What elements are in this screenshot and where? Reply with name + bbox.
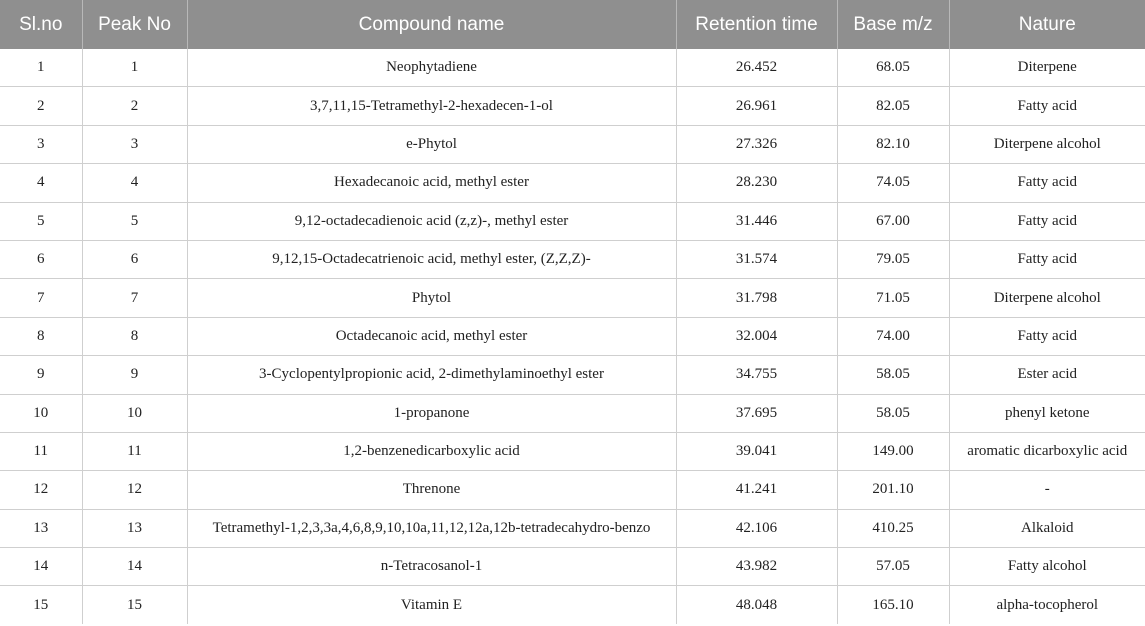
table-row — [0, 202, 1145, 240]
cell-base-mz: 410.25 — [837, 509, 949, 547]
cell-nature: Diterpene alcohol — [949, 279, 1145, 317]
table-row — [0, 87, 1145, 125]
cell-nature: Fatty acid — [949, 202, 1145, 240]
cell-nature: Alkaloid — [949, 509, 1145, 547]
cell-compound-name: 3,7,11,15-Tetramethyl-2-hexadecen-1-ol — [187, 87, 676, 125]
cell-retention-time: 32.004 — [676, 317, 837, 355]
cell-peak-no: 9 — [82, 356, 187, 394]
cell-slno: 9 — [0, 356, 82, 394]
cell-base-mz: 149.00 — [837, 432, 949, 470]
table-header — [0, 0, 1145, 49]
cell-slno: 8 — [0, 317, 82, 355]
cell-nature: Diterpene alcohol — [949, 125, 1145, 163]
table-row — [0, 548, 1145, 586]
cell-nature: - — [949, 471, 1145, 509]
cell-base-mz: 57.05 — [837, 548, 949, 586]
table-row — [0, 240, 1145, 278]
cell-slno: 1 — [0, 49, 82, 87]
cell-slno: 10 — [0, 394, 82, 432]
cell-compound-name: 1-propanone — [187, 394, 676, 432]
cell-peak-no: 6 — [82, 240, 187, 278]
cell-retention-time: 42.106 — [676, 509, 837, 547]
cell-peak-no: 2 — [82, 87, 187, 125]
cell-compound-name: e-Phytol — [187, 125, 676, 163]
header-retention-time: Retention time — [676, 0, 837, 49]
cell-nature: Fatty acid — [949, 240, 1145, 278]
table-row — [0, 317, 1145, 355]
cell-peak-no: 15 — [82, 586, 187, 624]
cell-retention-time: 27.326 — [676, 125, 837, 163]
cell-retention-time: 26.452 — [676, 49, 837, 87]
cell-compound-name: Neophytadiene — [187, 49, 676, 87]
cell-peak-no: 11 — [82, 432, 187, 470]
cell-slno: 13 — [0, 509, 82, 547]
header-base-mz: Base m/z — [837, 0, 949, 49]
cell-retention-time: 34.755 — [676, 356, 837, 394]
cell-compound-name: Tetramethyl-1,2,3,3a,4,6,8,9,10,10a,11,12,12a,12b-tetradecahydro-benzo — [187, 509, 676, 547]
cell-nature: Fatty acid — [949, 317, 1145, 355]
cell-compound-name: Octadecanoic acid, methyl ester — [187, 317, 676, 355]
cell-retention-time: 48.048 — [676, 586, 837, 624]
table-row — [0, 432, 1145, 470]
cell-retention-time: 26.961 — [676, 87, 837, 125]
table-body — [0, 49, 1145, 624]
cell-nature: Diterpene — [949, 49, 1145, 87]
cell-base-mz: 82.05 — [837, 87, 949, 125]
cell-slno: 2 — [0, 87, 82, 125]
cell-base-mz: 58.05 — [837, 356, 949, 394]
cell-nature: alpha-tocopherol — [996, 596, 1099, 613]
cell-peak-no: 14 — [82, 548, 187, 586]
cell-nature: Fatty alcohol — [949, 548, 1145, 586]
table-row — [0, 394, 1145, 432]
cell-base-mz: 58.05 — [837, 394, 949, 432]
cell-peak-no: 3 — [82, 125, 187, 163]
cell-nature: phenyl ketone — [949, 394, 1145, 432]
cell-compound-name: 9,12-octadecadienoic acid (z,z)-, methyl ester — [187, 202, 676, 240]
cell-compound-name: n-Tetracosanol-1 — [187, 548, 676, 586]
cell-retention-time: 41.241 — [676, 471, 837, 509]
cell-base-mz: 79.05 — [837, 240, 949, 278]
table-row — [0, 49, 1145, 87]
cell-retention-time: 31.446 — [676, 202, 837, 240]
header-slno: Sl.no — [0, 0, 82, 49]
cell-base-mz: 82.10 — [837, 125, 949, 163]
cell-base-mz: 74.00 — [837, 317, 949, 355]
cell-base-mz: 68.05 — [837, 49, 949, 87]
cell-nature: Fatty acid — [949, 87, 1145, 125]
cell-peak-no: 10 — [82, 394, 187, 432]
cell-peak-no: 12 — [82, 471, 187, 509]
cell-slno: 7 — [0, 279, 82, 317]
cell-slno: 11 — [0, 432, 82, 470]
cell-peak-no: 4 — [82, 164, 187, 202]
header-nature: Nature — [949, 0, 1145, 49]
cell-compound-name: Vitamin E — [187, 586, 676, 624]
cell-peak-no: 8 — [82, 317, 187, 355]
table-row — [0, 471, 1145, 509]
cell-retention-time: 37.695 — [676, 394, 837, 432]
cell-peak-no: 5 — [82, 202, 187, 240]
cell-base-mz: 71.05 — [837, 279, 949, 317]
cell-compound-name: 3-Cyclopentylpropionic acid, 2-dimethylaminoethyl ester — [187, 356, 676, 394]
cell-compound-name: Hexadecanoic acid, methyl ester — [187, 164, 676, 202]
cell-compound-name: Threnone — [187, 471, 676, 509]
cell-compound-name: 1,2-benzenedicarboxylic acid — [187, 432, 676, 470]
table-row — [0, 164, 1145, 202]
cell-slno: 14 — [0, 548, 82, 586]
cell-slno: 6 — [0, 240, 82, 278]
cell-slno: 15 — [0, 586, 82, 624]
table-row — [0, 356, 1145, 394]
cell-base-mz: 201.10 — [837, 471, 949, 509]
table-row — [0, 125, 1145, 163]
cell-peak-no: 1 — [82, 49, 187, 87]
cell-nature: Fatty acid — [949, 164, 1145, 202]
header-compound-name: Compound name — [187, 0, 676, 49]
table-row — [0, 586, 1145, 624]
cell-retention-time: 28.230 — [676, 164, 837, 202]
cell-base-mz: 74.05 — [837, 164, 949, 202]
cell-slno: 4 — [0, 164, 82, 202]
table-row — [0, 509, 1145, 547]
header-peak-no: Peak No — [82, 0, 187, 49]
cell-retention-time: 31.574 — [676, 240, 837, 278]
cell-slno: 3 — [0, 125, 82, 163]
header-row — [0, 0, 1145, 49]
cell-retention-time: 31.798 — [676, 279, 837, 317]
cell-nature: aromatic dicarboxylic acid — [949, 432, 1145, 470]
cell-retention-time: 39.041 — [676, 432, 837, 470]
cell-slno: 12 — [0, 471, 82, 509]
cell-retention-time: 43.982 — [676, 548, 837, 586]
cell-base-mz: 165.10 — [837, 586, 949, 624]
cell-compound-name: Phytol — [187, 279, 676, 317]
cell-peak-no: 7 — [82, 279, 187, 317]
cell-base-mz: 67.00 — [837, 202, 949, 240]
cell-peak-no: 13 — [82, 509, 187, 547]
cell-compound-name: 9,12,15-Octadecatrienoic acid, methyl ester, (Z,Z,Z)- — [187, 240, 676, 278]
table-row — [0, 279, 1145, 317]
cell-slno: 5 — [0, 202, 82, 240]
cell-nature: Ester acid — [949, 356, 1145, 394]
